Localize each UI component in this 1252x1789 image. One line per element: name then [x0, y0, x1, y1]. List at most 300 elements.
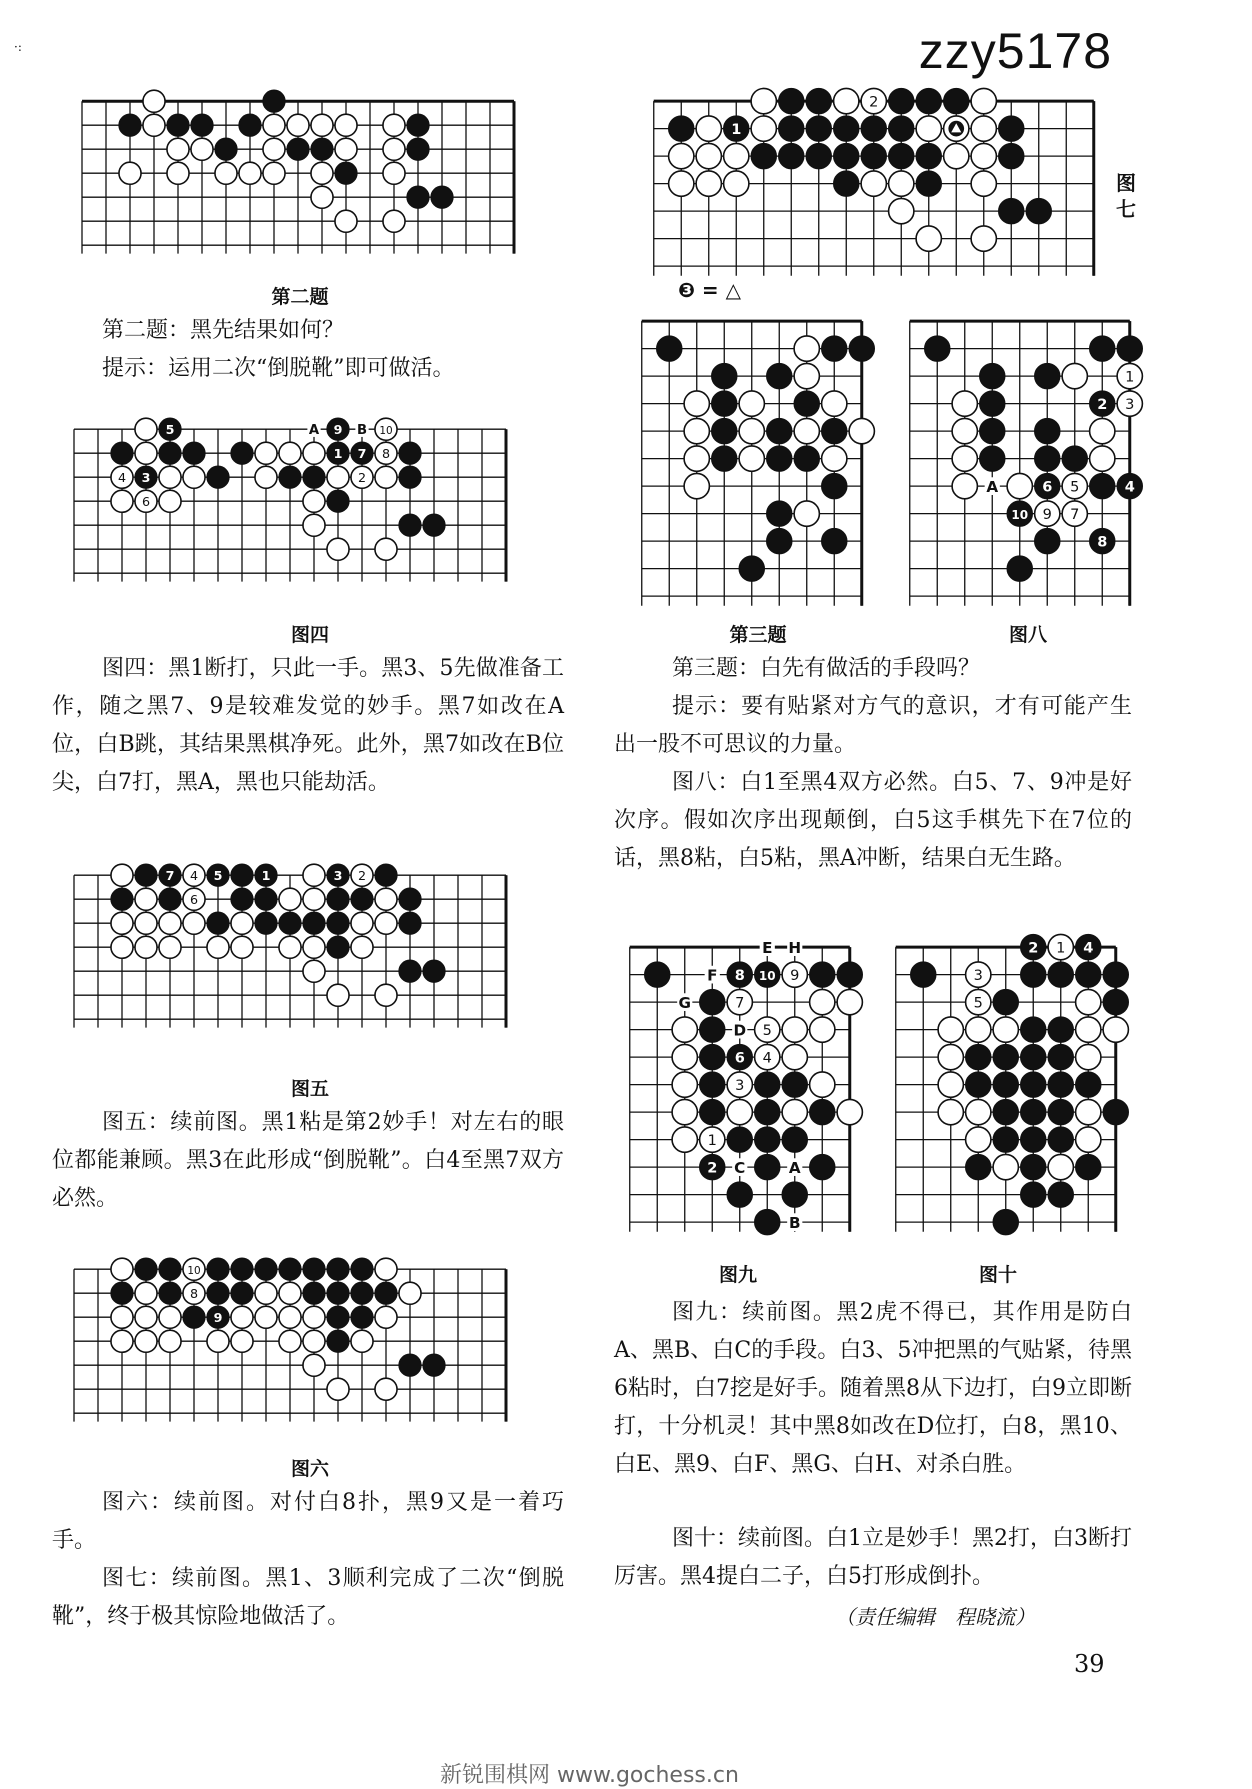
white-stone	[794, 363, 819, 388]
white-stone	[183, 466, 205, 488]
black-stone	[1048, 1182, 1073, 1207]
black-stone	[767, 528, 792, 553]
white-stone	[724, 143, 749, 168]
white-stone	[916, 226, 941, 251]
white-stone	[952, 418, 977, 443]
black-stone	[423, 1354, 445, 1376]
white-stone	[810, 989, 835, 1014]
white-stone	[966, 1127, 991, 1152]
fig4-paragraph: 图四：黑1断打，只此一手。黑3、5先做准备工作，随之黑7、9是较难发觉的妙手。黑7如改在A位，白B跳，其结果黑棋净死。此外，黑7如改在B位尖，白7打，黑A，黑也只能劫活。	[52, 656, 564, 795]
black-stone	[739, 556, 764, 581]
black-stone	[1048, 1072, 1073, 1097]
white-stone	[183, 912, 205, 934]
white-stone	[303, 442, 325, 464]
black-stone	[999, 143, 1024, 168]
board-b9-svg	[616, 932, 856, 1248]
board-b5-svg	[62, 862, 552, 1052]
white-stone	[263, 138, 285, 160]
move-number: 2	[357, 867, 367, 883]
black-stone	[700, 1072, 725, 1097]
black-stone	[993, 1044, 1018, 1069]
caption-b6: 图六	[290, 1458, 329, 1480]
white-stone	[159, 466, 181, 488]
board-b6-svg	[62, 1256, 552, 1446]
white-stone	[782, 1044, 807, 1069]
white-stone	[135, 1282, 157, 1304]
black-stone	[1076, 1154, 1101, 1179]
black-stone	[399, 888, 421, 910]
move-number: 1	[1125, 369, 1135, 386]
white-stone	[263, 114, 285, 136]
q2-hint-text: 提示：运用二次“倒脱靴”即可做活。	[102, 356, 455, 381]
move-number: 9	[213, 1309, 223, 1325]
move-number: 7	[357, 445, 367, 461]
black-stone	[1035, 418, 1060, 443]
fig10-paragraph: 图十：续前图。白1立是妙手！黑2打，白3断打厉害。黑4提白二子，白5打形成倒扑。	[614, 1526, 1132, 1589]
black-stone	[767, 501, 792, 526]
white-stone	[1076, 1127, 1101, 1152]
black-stone	[810, 1099, 835, 1124]
white-stone	[696, 143, 721, 168]
white-stone	[1090, 446, 1115, 471]
white-stone	[351, 912, 373, 934]
black-stone	[993, 1127, 1018, 1152]
black-stone	[1048, 1017, 1073, 1042]
black-stone	[287, 138, 309, 160]
white-stone	[672, 1044, 697, 1069]
white-stone	[167, 138, 189, 160]
fig6-text	[52, 1484, 564, 1560]
black-stone	[889, 143, 914, 168]
black-stone	[993, 1072, 1018, 1097]
white-stone	[239, 162, 261, 184]
black-stone	[303, 1282, 325, 1304]
move-number: 5	[762, 1022, 772, 1039]
white-stone	[159, 936, 181, 958]
black-stone	[1021, 1182, 1046, 1207]
white-stone	[971, 116, 996, 141]
white-stone	[684, 418, 709, 443]
white-stone	[916, 116, 941, 141]
move-number: 5	[165, 421, 175, 437]
move-number: 7	[735, 995, 745, 1012]
white-stone	[938, 1099, 963, 1124]
white-stone	[135, 1330, 157, 1352]
white-stone	[167, 162, 189, 184]
black-stone	[1076, 962, 1101, 987]
black-stone	[916, 171, 941, 196]
white-stone	[889, 171, 914, 196]
black-stone	[119, 114, 141, 136]
white-stone	[135, 442, 157, 464]
white-stone	[849, 418, 874, 443]
white-stone	[255, 466, 277, 488]
black-stone	[980, 391, 1005, 416]
white-stone	[335, 138, 357, 160]
white-stone	[375, 1378, 397, 1400]
white-stone	[159, 1330, 181, 1352]
board-b3-svg	[628, 306, 868, 622]
white-stone	[159, 490, 181, 512]
white-stone	[1076, 989, 1101, 1014]
white-stone	[303, 1354, 325, 1376]
black-stone	[327, 912, 349, 934]
editor-credit	[835, 1598, 1135, 1636]
black-stone	[327, 1258, 349, 1280]
black-stone	[255, 888, 277, 910]
board-fig-4	[62, 416, 552, 606]
black-stone	[207, 912, 229, 934]
black-stone	[657, 336, 682, 361]
white-stone	[794, 501, 819, 526]
white-stone	[135, 912, 157, 934]
black-stone	[207, 1282, 229, 1304]
black-stone	[916, 88, 941, 113]
black-stone	[999, 198, 1024, 223]
white-stone	[375, 984, 397, 1006]
white-stone	[327, 984, 349, 1006]
white-stone	[739, 391, 764, 416]
point-letter: A	[986, 477, 999, 496]
black-stone	[231, 864, 253, 886]
move-number: 4	[1083, 940, 1094, 957]
black-stone	[727, 1127, 752, 1152]
site-footer: 新锐围棋网 www.gochess.cn	[440, 1763, 739, 1788]
black-stone	[980, 363, 1005, 388]
white-stone	[672, 1017, 697, 1042]
black-stone	[1021, 1072, 1046, 1097]
black-stone	[993, 1099, 1018, 1124]
white-stone	[837, 989, 862, 1014]
move-number: 3	[1125, 396, 1135, 413]
white-stone	[751, 88, 776, 113]
black-stone	[700, 1017, 725, 1042]
white-stone	[971, 171, 996, 196]
black-stone	[782, 1182, 807, 1207]
white-stone	[399, 1282, 421, 1304]
white-stone	[255, 1282, 277, 1304]
white-stone	[207, 936, 229, 958]
white-stone	[739, 418, 764, 443]
move-number: 1	[731, 121, 742, 138]
black-stone	[1021, 1017, 1046, 1042]
white-stone	[834, 88, 859, 113]
white-stone	[207, 1330, 229, 1352]
move-number: 3	[333, 867, 343, 883]
white-stone	[327, 1378, 349, 1400]
black-stone	[399, 514, 421, 536]
black-stone	[327, 1306, 349, 1328]
move-number: 2	[1097, 396, 1108, 413]
black-stone	[327, 936, 349, 958]
point-letter: G	[678, 993, 691, 1012]
board-fig-7	[640, 86, 1090, 270]
black-stone	[700, 1044, 725, 1069]
black-stone	[303, 912, 325, 934]
white-stone	[938, 1072, 963, 1097]
black-stone	[861, 143, 886, 168]
black-stone	[755, 1127, 780, 1152]
black-stone	[822, 336, 847, 361]
white-stone	[111, 1330, 133, 1352]
white-stone	[1090, 418, 1115, 443]
black-stone	[779, 143, 804, 168]
point-letter: B	[356, 423, 368, 439]
white-stone	[303, 514, 325, 536]
black-stone	[327, 888, 349, 910]
white-stone	[971, 88, 996, 113]
black-stone	[822, 528, 847, 553]
white-stone	[822, 391, 847, 416]
black-stone	[806, 88, 831, 113]
black-stone	[1090, 336, 1115, 361]
move-number: 10	[187, 1264, 201, 1277]
white-stone	[351, 936, 373, 958]
black-stone	[351, 1306, 373, 1328]
move-number: 2	[707, 1160, 718, 1177]
fig4-text	[52, 650, 564, 802]
white-stone	[375, 466, 397, 488]
white-stone	[311, 114, 333, 136]
board-b8-svg	[896, 306, 1136, 622]
black-stone	[1021, 1099, 1046, 1124]
move-number: 2	[357, 469, 367, 485]
move-number: 2	[1028, 940, 1039, 957]
white-stone	[375, 538, 397, 560]
white-stone	[1007, 473, 1032, 498]
white-stone	[335, 210, 357, 232]
q2-title-text: 第二题：黑先结果如何？	[102, 318, 345, 343]
black-stone	[239, 114, 261, 136]
black-stone	[431, 186, 453, 208]
white-stone	[111, 490, 133, 512]
white-stone	[279, 888, 301, 910]
black-stone	[980, 418, 1005, 443]
fig9-paragraph: 图九：续前图。黑2虎不得已，其作用是防白A、黑B、白C的手段。白3、5冲把黑的气贴紧，待黑6粘时，白7挖是好手。随着黑8从下边打，白9立即断打，十分机灵！其中黑8如改在D位打，白8，黑10、白E、黑9、白F、黑G、白H、对杀白胜。	[614, 1300, 1132, 1477]
black-stone	[822, 473, 847, 498]
white-stone	[231, 1330, 253, 1352]
black-stone	[1021, 962, 1046, 987]
black-stone	[767, 446, 792, 471]
white-stone	[311, 186, 333, 208]
black-stone	[755, 1154, 780, 1179]
board-fig-9	[616, 932, 856, 1248]
fig8-paragraph: 图八：白1至黑4双方必然。白5、7、9冲是好次序。假如次序出现颠倒，白5这手棋先下在7位的话，黑8粘，白5粘，黑A冲断，结果白无生路。	[614, 770, 1132, 871]
move-number: 5	[213, 867, 223, 883]
white-stone	[279, 442, 301, 464]
black-stone	[159, 442, 181, 464]
white-stone	[303, 1330, 325, 1352]
white-stone	[1062, 363, 1087, 388]
move-number: 4	[189, 867, 199, 883]
white-stone	[684, 473, 709, 498]
black-stone	[794, 391, 819, 416]
fig5-paragraph: 图五：续前图。黑1粘是第2妙手！对左右的眼位都能兼顾。黑3在此形成“倒脱靴”。白4至黑7双方必然。	[52, 1110, 564, 1211]
white-stone	[143, 114, 165, 136]
move-number: 5	[973, 995, 983, 1012]
black-stone	[159, 888, 181, 910]
black-stone	[1048, 1044, 1073, 1069]
white-stone	[938, 1044, 963, 1069]
white-stone	[303, 888, 325, 910]
move-number: 1	[1056, 940, 1066, 957]
black-stone	[755, 1099, 780, 1124]
black-stone	[135, 1258, 157, 1280]
board-fig-10	[882, 932, 1122, 1248]
white-stone	[327, 466, 349, 488]
black-stone	[779, 88, 804, 113]
white-stone	[279, 1306, 301, 1328]
black-stone	[231, 1282, 253, 1304]
move-number: 8	[1097, 534, 1108, 551]
white-stone	[952, 391, 977, 416]
black-stone	[712, 363, 737, 388]
move-number: 2	[869, 94, 879, 111]
black-stone	[1021, 1044, 1046, 1069]
white-stone	[782, 1099, 807, 1124]
move-number: 7	[1070, 506, 1080, 523]
white-stone	[1076, 1017, 1101, 1042]
black-stone	[335, 162, 357, 184]
black-stone	[399, 442, 421, 464]
black-stone	[111, 888, 133, 910]
black-stone	[767, 363, 792, 388]
board-b2-svg	[70, 88, 505, 268]
caption-b8: 图八	[1008, 624, 1047, 646]
white-stone	[135, 936, 157, 958]
black-stone	[822, 418, 847, 443]
point-letter: A	[308, 423, 320, 439]
white-stone	[993, 1154, 1018, 1179]
black-stone	[700, 989, 725, 1014]
note-black3-triangle: ❸ = △	[678, 278, 741, 302]
white-stone	[111, 1258, 133, 1280]
point-letter: E	[762, 938, 773, 957]
point-letter: B	[788, 1213, 801, 1232]
black-stone	[231, 442, 253, 464]
white-stone	[231, 936, 253, 958]
white-stone	[672, 1072, 697, 1097]
white-stone	[303, 1306, 325, 1328]
move-number: 3	[141, 469, 151, 485]
white-stone	[966, 1017, 991, 1042]
black-stone	[1048, 1099, 1073, 1124]
q3-title	[614, 650, 1132, 688]
black-stone	[993, 989, 1018, 1014]
board-problem-2	[70, 88, 505, 268]
fig10-text	[614, 1520, 1132, 1596]
black-stone	[399, 466, 421, 488]
white-stone	[684, 391, 709, 416]
black-stone	[700, 1099, 725, 1124]
white-stone	[952, 473, 977, 498]
point-letter: H	[788, 938, 802, 957]
move-number: 4	[1124, 479, 1135, 496]
move-number: 1	[707, 1132, 717, 1149]
black-stone	[351, 1282, 373, 1304]
black-stone	[916, 143, 941, 168]
black-stone	[159, 1282, 181, 1304]
black-stone	[327, 490, 349, 512]
black-stone	[966, 1154, 991, 1179]
black-stone	[861, 116, 886, 141]
black-stone	[806, 116, 831, 141]
move-number: 9	[790, 967, 800, 984]
black-stone	[1007, 556, 1032, 581]
move-number: 6	[734, 1050, 745, 1067]
caption-b2: 第二题	[271, 286, 329, 308]
move-number: 8	[381, 445, 391, 461]
black-stone	[1048, 1127, 1073, 1152]
black-stone	[399, 960, 421, 982]
white-stone	[672, 1099, 697, 1124]
fig5-text	[52, 1104, 564, 1218]
black-stone	[755, 1209, 780, 1234]
move-number: 3	[735, 1077, 745, 1094]
move-number: 5	[1070, 479, 1080, 496]
move-number: 6	[189, 891, 199, 907]
white-stone	[938, 1017, 963, 1042]
black-stone	[889, 88, 914, 113]
white-stone	[1048, 1154, 1073, 1179]
white-stone	[279, 1282, 301, 1304]
board-b7-svg	[640, 86, 1090, 270]
caption-b5: 图五	[290, 1078, 329, 1100]
black-stone	[755, 1072, 780, 1097]
black-stone	[1117, 336, 1142, 361]
black-stone	[1062, 446, 1087, 471]
black-stone	[207, 1258, 229, 1280]
black-stone	[191, 114, 213, 136]
white-stone	[287, 114, 309, 136]
editor-credit-text: （责任编辑 程晓流）	[835, 1605, 1035, 1629]
white-stone	[810, 1017, 835, 1042]
black-stone	[837, 962, 862, 987]
board-problem-3	[628, 306, 868, 622]
black-stone	[183, 1306, 205, 1328]
black-stone	[351, 888, 373, 910]
black-stone	[806, 143, 831, 168]
white-stone	[303, 864, 325, 886]
move-number: 4	[762, 1050, 772, 1067]
black-stone	[327, 1282, 349, 1304]
white-stone	[837, 1099, 862, 1124]
white-stone	[375, 888, 397, 910]
point-letter: D	[733, 1021, 747, 1040]
white-stone	[971, 226, 996, 251]
black-stone	[810, 1154, 835, 1179]
white-stone	[696, 116, 721, 141]
white-stone	[255, 442, 277, 464]
q3-hint-text: 提示：要有贴紧对方气的意识，才有可能产生出一股不可思议的力量。	[614, 694, 1132, 757]
black-stone	[255, 912, 277, 934]
q2-title	[102, 312, 572, 350]
black-stone	[779, 116, 804, 141]
white-stone	[111, 936, 133, 958]
black-stone	[669, 116, 694, 141]
black-stone	[849, 336, 874, 361]
black-stone	[767, 418, 792, 443]
white-stone	[739, 446, 764, 471]
margin-mark: ·:	[14, 40, 22, 54]
black-stone	[111, 1282, 133, 1304]
black-stone	[1021, 1154, 1046, 1179]
move-number: 10	[758, 968, 776, 983]
white-stone	[684, 446, 709, 471]
board-b10-svg	[882, 932, 1122, 1248]
black-stone	[834, 143, 859, 168]
white-stone	[1076, 1099, 1101, 1124]
